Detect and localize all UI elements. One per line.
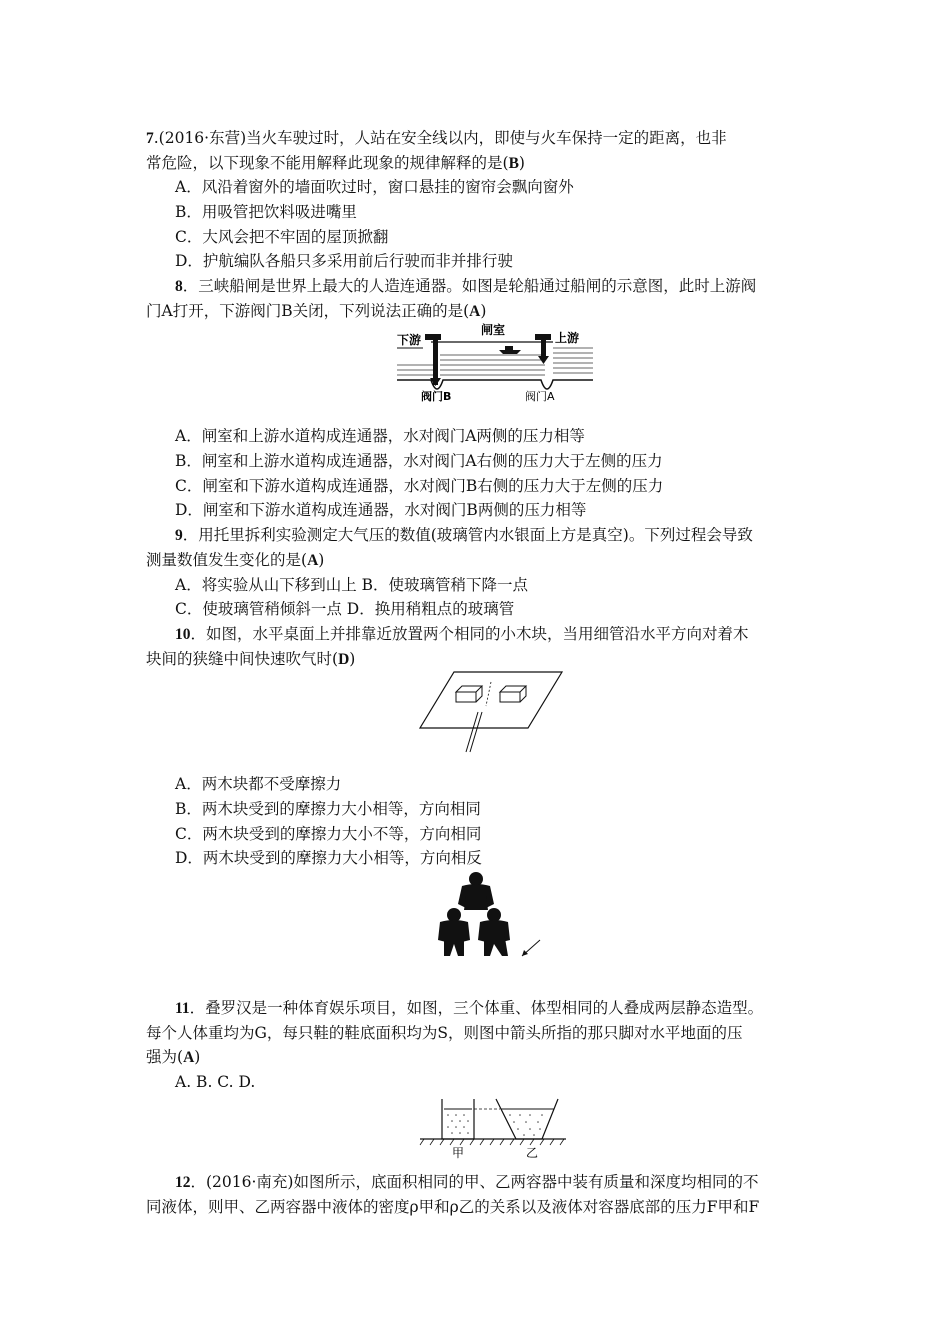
q11-answer: A: [183, 1049, 195, 1066]
label-downstream: 下游: [397, 333, 422, 347]
q11-stem-line1: 11．叠罗汉是一种体育娱乐项目，如图，三个体重、体型相同的人叠成两层静态造型。: [175, 999, 764, 1017]
q9-options-cd: C．使玻璃管稍倾斜一点 D．换用稍粗点的玻璃管: [175, 600, 515, 618]
q8-option-c: C．闸室和下游水道构成连通器，水对阀门B右侧的压力大于左侧的压力: [175, 477, 664, 495]
q10-number: 10: [175, 626, 191, 643]
label-container-yi: 乙: [526, 1146, 539, 1160]
q8-answer: A: [469, 303, 481, 320]
ship-lock-figure: [395, 320, 595, 405]
human-pyramid-figure: [436, 870, 546, 960]
q10-option-a: A．两木块都不受摩擦力: [175, 775, 342, 793]
q7-number: 7: [146, 130, 154, 147]
q8-number: 8: [175, 278, 183, 295]
q10-answer: D: [338, 651, 350, 668]
q7-option-c: C．大风会把不牢固的屋顶掀翻: [175, 228, 389, 246]
q8-option-d: D．闸室和下游水道构成连通器，水对阀门B两侧的压力相等: [175, 501, 587, 519]
q9-stem-line1: 9．用托里拆利实验测定大气压的数值(玻璃管内水银面上方是真空)。下列过程会导致: [175, 526, 753, 544]
label-valve-a: 阀门A: [525, 390, 555, 403]
q9-answer: A: [307, 552, 319, 569]
q12-stem-line1: 12．(2016·南充)如图所示，底面积相同的甲、乙两容器中装有质量和深度均相同的不: [175, 1173, 759, 1191]
q8-option-a: A．闸室和上游水道构成连通器，水对阀门A两侧的压力相等: [175, 427, 585, 445]
q7-option-a: A．风沿着窗外的墙面吹过时，窗口悬挂的窗帘会飘向窗外: [175, 178, 574, 196]
label-lock-chamber: 闸室: [481, 323, 506, 337]
q9-number: 9: [175, 527, 183, 544]
label-upstream: 上游: [555, 331, 580, 345]
q10-option-b: B．两木块受到的摩擦力大小相等，方向相同: [175, 800, 481, 818]
q7-stem-line2: 常危险，以下现象不能用解释此现象的规律解释的是(B): [146, 154, 525, 172]
q11-stem-line2: 每个人体重均为G，每只鞋的鞋底面积均为S，则图中箭头所指的那只脚对水平地面的压: [146, 1024, 743, 1042]
q8-option-b: B．闸室和上游水道构成连通器，水对阀门A右侧的压力大于左侧的压力: [175, 452, 663, 470]
q10-stem-line2: 块间的狭缝中间快速吹气时(D): [146, 650, 356, 668]
q7-option-d: D．护航编队各船只多采用前后行驶而非并排行驶: [175, 252, 513, 270]
q12-number: 12: [175, 1174, 191, 1191]
q8-stem-line1: 8．三峡船闸是世界上最大的人造连通器。如图是轮船通过船闸的示意图，此时上游阀: [175, 277, 757, 295]
q9-stem-line2: 测量数值发生变化的是(A): [146, 551, 325, 569]
q12-stem-line2: 同液体，则甲、乙两容器中液体的密度ρ甲和ρ乙的关系以及液体对容器底部的压力F甲和F: [146, 1198, 760, 1216]
q8-stem-line2: 门A打开，下游阀门B关闭，下列说法正确的是(A): [146, 302, 487, 320]
q11-options: A. B. C. D.: [175, 1073, 256, 1091]
q7-answer: B: [508, 155, 519, 172]
q10-option-c: C．两木块受到的摩擦力大小不等，方向相同: [175, 825, 482, 843]
q11-number: 11: [175, 1000, 190, 1017]
q10-option-d: D．两木块受到的摩擦力大小相等，方向相反: [175, 849, 482, 867]
label-valve-b: 阀门B: [421, 390, 452, 403]
q9-options-ab: A．将实验从山下移到山上 B．使玻璃管稍下降一点: [175, 576, 529, 594]
q7-option-b: B．用吸管把饮料吸进嘴里: [175, 203, 357, 221]
label-container-jia: 甲: [452, 1146, 465, 1160]
containers-figure: [418, 1095, 568, 1163]
q10-stem-line1: 10．如图，水平桌面上并排靠近放置两个相同的小木块，当用细管沿水平方向对着木: [175, 625, 749, 643]
q11-stem-line3: 强为(A): [146, 1048, 201, 1066]
q7-stem-line1: 7.(2016·东营)当火车驶过时，人站在安全线以内，即使与火车保持一定的距离，也非: [146, 129, 727, 147]
wood-blocks-figure: [418, 670, 564, 756]
